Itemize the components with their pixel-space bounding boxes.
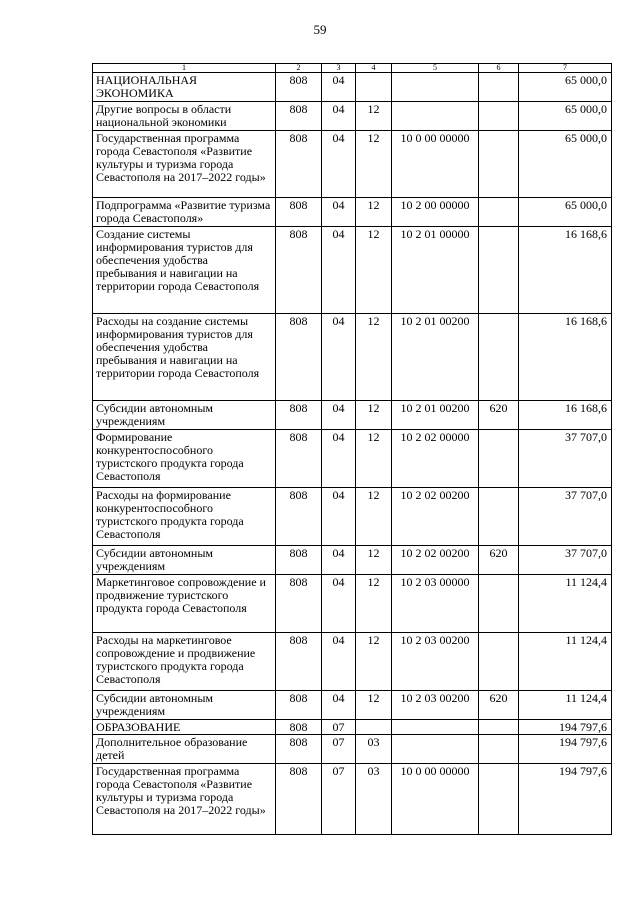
- row-vr: [479, 131, 519, 198]
- row-vr: 620: [479, 546, 519, 575]
- row-gr: 808: [276, 735, 322, 764]
- row-name: Государственная программа города Севастополя «Развитие культуры и туризма города Севастополя на 2017–2022 годы»: [93, 764, 276, 835]
- row-vr: [479, 720, 519, 735]
- row-csr: 10 2 03 00200: [392, 633, 479, 691]
- row-csr: [392, 735, 479, 764]
- row-name: Расходы на формирование конкурентоспособного туристского продукта города Севастополя: [93, 488, 276, 546]
- row-pr: 03: [356, 764, 392, 835]
- row-sum: 11 124,4: [519, 575, 612, 633]
- row-pr: 03: [356, 735, 392, 764]
- row-vr: [479, 735, 519, 764]
- row-rz: 04: [322, 314, 356, 401]
- row-vr: [479, 314, 519, 401]
- row-sum: 194 797,6: [519, 735, 612, 764]
- column-number-header: 4: [356, 64, 392, 73]
- row-sum: 37 707,0: [519, 488, 612, 546]
- row-gr: 808: [276, 764, 322, 835]
- row-name: Формирование конкурентоспособного туристского продукта города Севастополя: [93, 430, 276, 488]
- table-row: [93, 691, 612, 720]
- row-csr: [392, 73, 479, 102]
- row-name: Другие вопросы в области национальной экономики: [93, 102, 276, 131]
- row-gr: 808: [276, 314, 322, 401]
- row-sum: 65 000,0: [519, 198, 612, 227]
- row-pr: 12: [356, 488, 392, 546]
- row-csr: 10 0 00 00000: [392, 131, 479, 198]
- row-sum: 16 168,6: [519, 314, 612, 401]
- row-name: Государственная программа города Севастополя «Развитие культуры и туризма города Севастополя на 2017–2022 годы»: [93, 131, 276, 198]
- column-number-header: 2: [276, 64, 322, 73]
- table-row: [93, 401, 612, 430]
- row-name: Расходы на создание системы информирования туристов для обеспечения удобства пребывания и навигации на территории города Севастополя: [93, 314, 276, 401]
- row-rz: 07: [322, 764, 356, 835]
- row-rz: 04: [322, 488, 356, 546]
- row-gr: 808: [276, 73, 322, 102]
- row-vr: [479, 633, 519, 691]
- table-row: [93, 488, 612, 546]
- row-pr: 12: [356, 691, 392, 720]
- row-pr: 12: [356, 227, 392, 314]
- row-pr: 12: [356, 575, 392, 633]
- row-vr: [479, 488, 519, 546]
- row-gr: 808: [276, 488, 322, 546]
- row-name: Маркетинговое сопровождение и продвижение туристского продукта города Севастополя: [93, 575, 276, 633]
- row-pr: 12: [356, 198, 392, 227]
- row-pr: 12: [356, 430, 392, 488]
- column-number-header: 7: [519, 64, 612, 73]
- row-vr: [479, 73, 519, 102]
- table-row: [93, 198, 612, 227]
- row-rz: 04: [322, 102, 356, 131]
- row-sum: 65 000,0: [519, 73, 612, 102]
- row-vr: [479, 102, 519, 131]
- row-vr: [479, 764, 519, 835]
- column-number-header: 6: [479, 64, 519, 73]
- row-sum: 194 797,6: [519, 720, 612, 735]
- row-csr: 10 2 03 00000: [392, 575, 479, 633]
- row-rz: 04: [322, 691, 356, 720]
- row-name: ОБРАЗОВАНИЕ: [93, 720, 276, 735]
- table-header-row: [93, 64, 612, 73]
- row-name: Субсидии автономным учреждениям: [93, 401, 276, 430]
- row-gr: 808: [276, 198, 322, 227]
- row-sum: 65 000,0: [519, 131, 612, 198]
- column-number-header: 3: [322, 64, 356, 73]
- row-rz: 04: [322, 131, 356, 198]
- row-sum: 11 124,4: [519, 691, 612, 720]
- row-vr: [479, 430, 519, 488]
- row-csr: 10 2 01 00000: [392, 227, 479, 314]
- table-row: [93, 735, 612, 764]
- row-vr: 620: [479, 691, 519, 720]
- row-pr: [356, 720, 392, 735]
- table-row: [93, 314, 612, 401]
- row-rz: 04: [322, 633, 356, 691]
- row-csr: 10 2 00 00000: [392, 198, 479, 227]
- row-name: Подпрограмма «Развитие туризма города Севастополя»: [93, 198, 276, 227]
- table-row: [93, 764, 612, 835]
- row-csr: 10 2 02 00200: [392, 488, 479, 546]
- row-pr: 12: [356, 401, 392, 430]
- row-gr: 808: [276, 546, 322, 575]
- row-name: НАЦИОНАЛЬНАЯ ЭКОНОМИКА: [93, 73, 276, 102]
- row-sum: 11 124,4: [519, 633, 612, 691]
- row-sum: 65 000,0: [519, 102, 612, 131]
- row-name: Расходы на маркетинговое сопровождение и продвижение туристского продукта города Севастополя: [93, 633, 276, 691]
- row-gr: 808: [276, 691, 322, 720]
- row-sum: 37 707,0: [519, 430, 612, 488]
- column-number-header: 1: [93, 64, 276, 73]
- row-vr: 620: [479, 401, 519, 430]
- row-sum: 16 168,6: [519, 227, 612, 314]
- row-vr: [479, 198, 519, 227]
- row-rz: 04: [322, 575, 356, 633]
- row-gr: 808: [276, 575, 322, 633]
- row-csr: 10 2 03 00200: [392, 691, 479, 720]
- row-gr: 808: [276, 131, 322, 198]
- row-pr: [356, 73, 392, 102]
- row-vr: [479, 227, 519, 314]
- row-rz: 04: [322, 73, 356, 102]
- row-csr: 10 2 02 00200: [392, 546, 479, 575]
- row-sum: 37 707,0: [519, 546, 612, 575]
- row-rz: 04: [322, 198, 356, 227]
- row-csr: [392, 720, 479, 735]
- row-gr: 808: [276, 633, 322, 691]
- row-rz: 04: [322, 430, 356, 488]
- row-pr: 12: [356, 131, 392, 198]
- row-pr: 12: [356, 633, 392, 691]
- row-vr: [479, 575, 519, 633]
- row-name: Субсидии автономным учреждениям: [93, 546, 276, 575]
- table-row: [93, 546, 612, 575]
- row-name: Создание системы информирования туристов для обеспечения удобства пребывания и навигации на территории города Севастополя: [93, 227, 276, 314]
- table-row: [93, 720, 612, 735]
- row-gr: 808: [276, 430, 322, 488]
- row-pr: 12: [356, 102, 392, 131]
- page-number: 59: [313, 22, 327, 37]
- row-gr: 808: [276, 720, 322, 735]
- row-gr: 808: [276, 227, 322, 314]
- table-row: [93, 73, 612, 102]
- row-csr: 10 0 00 00000: [392, 764, 479, 835]
- row-pr: 12: [356, 546, 392, 575]
- table-row: [93, 227, 612, 314]
- row-sum: 194 797,6: [519, 764, 612, 835]
- row-rz: 04: [322, 401, 356, 430]
- row-rz: 04: [322, 227, 356, 314]
- table-row: [93, 575, 612, 633]
- row-rz: 04: [322, 546, 356, 575]
- budget-table: [92, 63, 612, 835]
- column-number-header: 5: [392, 64, 479, 73]
- row-sum: 16 168,6: [519, 401, 612, 430]
- row-rz: 07: [322, 735, 356, 764]
- table-row: [93, 102, 612, 131]
- row-csr: [392, 102, 479, 131]
- table-row: [93, 131, 612, 198]
- table-row: [93, 633, 612, 691]
- row-csr: 10 2 02 00000: [392, 430, 479, 488]
- row-csr: 10 2 01 00200: [392, 401, 479, 430]
- row-pr: 12: [356, 314, 392, 401]
- row-gr: 808: [276, 401, 322, 430]
- row-gr: 808: [276, 102, 322, 131]
- table-row: [93, 430, 612, 488]
- row-name: Дополнительное образование детей: [93, 735, 276, 764]
- row-rz: 07: [322, 720, 356, 735]
- row-csr: 10 2 01 00200: [392, 314, 479, 401]
- row-name: Субсидии автономным учреждениям: [93, 691, 276, 720]
